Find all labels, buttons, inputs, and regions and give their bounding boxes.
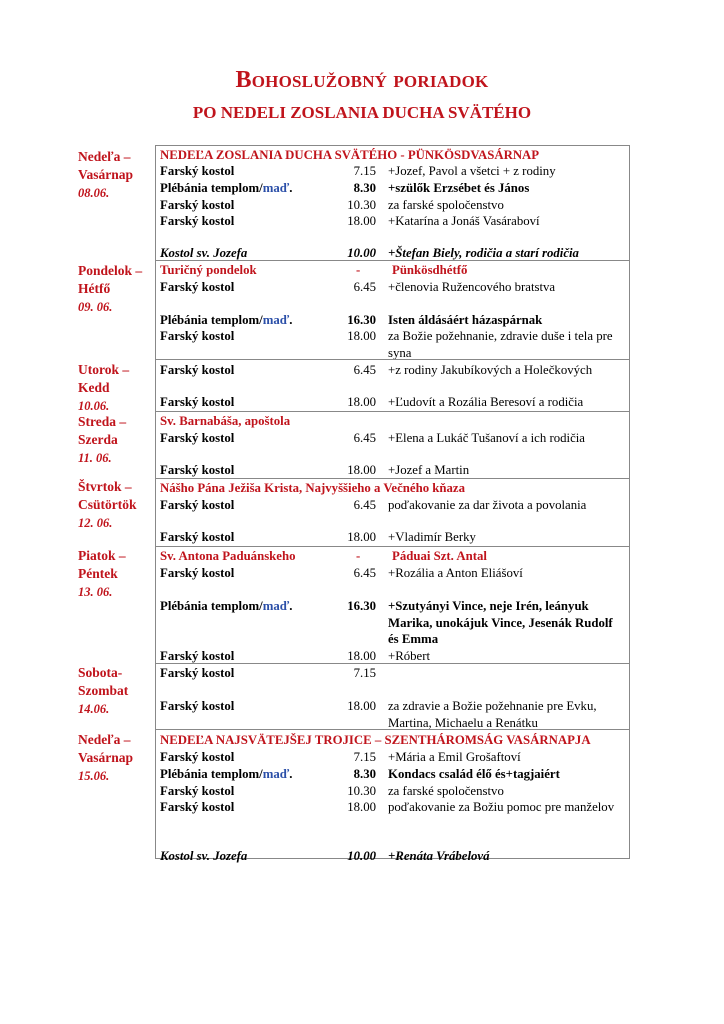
place: Farský kostol — [160, 800, 235, 814]
time: 18.00 — [347, 214, 376, 228]
intention: za farské spoločenstvo — [388, 784, 504, 798]
time: 6.45 — [353, 566, 376, 580]
time: 10.30 — [347, 784, 376, 798]
intention: Isten áldásáért házaspárnak — [388, 313, 543, 327]
day-label-wednesday — [78, 413, 152, 467]
day-name: Nedeľa – Vasárnap — [78, 149, 134, 182]
place: Farský kostol — [160, 699, 235, 713]
day-divider — [155, 411, 630, 412]
day-date: 13. 06. — [78, 585, 113, 599]
time: 6.45 — [353, 498, 376, 512]
day-name: Štvrtok – Csütörtök — [78, 479, 137, 512]
intention: +Renáta Vrábelová — [388, 849, 490, 863]
place: Farský kostol — [160, 566, 235, 580]
place: Farský kostol — [160, 666, 235, 680]
day-name: Nedeľa – Vasárnap — [78, 732, 134, 765]
place: Farský kostol — [160, 280, 235, 294]
time: 18.00 — [347, 463, 376, 477]
place: Farský kostol — [160, 649, 235, 663]
intention: za zdravie a Božie požehnanie pre Evku, Martina, Michaelu a Renátku — [388, 699, 597, 730]
intention: +Jozef, Pavol a všetci + z rodiny — [388, 164, 556, 178]
time: 6.45 — [353, 280, 376, 294]
day-name: Pondelok – Hétfő — [78, 263, 143, 296]
time: 8.30 — [353, 181, 376, 195]
intention: +Vladimír Berky — [388, 530, 476, 544]
time: 10.30 — [347, 198, 376, 212]
time: 18.00 — [347, 329, 376, 343]
place: Farský kostol — [160, 750, 235, 764]
place: Farský kostol — [160, 329, 235, 343]
place: Farský kostol — [160, 784, 235, 798]
day-label-monday — [78, 262, 152, 316]
place: Farský kostol — [160, 431, 235, 445]
place: Farský kostol — [160, 363, 235, 377]
intention: +Mária a Emil Grošaftoví — [388, 750, 521, 764]
place: Farský kostol — [160, 530, 235, 544]
day-name: Piatok – Péntek — [78, 548, 126, 581]
place: Plébánia templom/maď. — [160, 767, 293, 781]
intention: za Božie požehnanie, zdravie duše i tela pre syna — [388, 329, 613, 360]
place: Plébánia templom/maď. — [160, 599, 293, 613]
day-date: 12. 06. — [78, 516, 113, 530]
feast-title: NEDEĽA NAJSVÄTEJŠEJ TROJICE – SZENTHÁROMSÁG VASÁRNAPJA — [160, 733, 591, 747]
place: Kostol sv. Jozefa — [160, 246, 248, 260]
page-title: Bohoslužobný poriadok — [235, 67, 489, 93]
time: 10.00 — [347, 246, 376, 260]
day-label-sunday-1 — [78, 148, 152, 202]
day-date: 09. 06. — [78, 300, 113, 314]
time: 16.30 — [347, 599, 376, 613]
time: 6.45 — [353, 431, 376, 445]
feast-title: Turičný pondelok - Pünkösdhétfő — [160, 263, 468, 277]
day-label-friday — [78, 547, 152, 601]
day-divider — [155, 546, 630, 547]
place: Farský kostol — [160, 395, 235, 409]
intention: +Katarína a Jonáš Vasáraboví — [388, 214, 540, 228]
time: 10.00 — [347, 849, 376, 863]
intention: +Štefan Biely, rodičia a starí rodičia — [388, 246, 579, 260]
day-label-saturday — [78, 664, 152, 718]
place: Farský kostol — [160, 498, 235, 512]
day-name: Utorok – Kedd — [78, 362, 130, 395]
feast-title: Nášho Pána Ježiša Krista, Najvyššieho a Večného kňaza — [160, 481, 466, 495]
intention: +Elena a Lukáč Tušanoví a ich rodičia — [388, 431, 585, 445]
day-label-sunday-2 — [78, 731, 152, 785]
intention: +Szutyányi Vince, neje Irén, leányuk Marika, unokájuk Vince, Jesenák Rudolf és Emma — [388, 599, 613, 646]
intention: poďakovanie za Božiu pomoc pre manželov — [388, 800, 615, 814]
intention: poďakovanie za dar života a povolania — [388, 498, 587, 512]
time: 7.15 — [353, 164, 376, 178]
day-divider — [155, 663, 630, 664]
day-divider — [155, 260, 630, 261]
page-subtitle: PO NEDELI ZOSLANIA DUCHA SVÄTÉHO — [192, 103, 532, 122]
intention: +Róbert — [388, 649, 431, 663]
day-label-tuesday — [78, 361, 152, 415]
time: 6.45 — [353, 363, 376, 377]
day-name: Sobota- Szombat — [78, 665, 129, 698]
place: Plébánia templom/maď. — [160, 313, 293, 327]
place: Plébánia templom/maď. — [160, 181, 293, 195]
time: 8.30 — [353, 767, 376, 781]
intention: +Rozália a Anton Eliášoví — [388, 566, 523, 580]
time: 18.00 — [347, 800, 376, 814]
place: Farský kostol — [160, 164, 235, 178]
day-date: 11. 06. — [78, 451, 112, 465]
intention: +členovia Ružencového bratstva — [388, 280, 556, 294]
intention: Kondacs család élő és+tagjaiért — [388, 767, 560, 781]
day-label-thursday — [78, 478, 152, 532]
place: Farský kostol — [160, 463, 235, 477]
intention: +Ľudovít a Rozália Beresoví a rodičia — [388, 395, 584, 409]
day-date: 14.06. — [78, 702, 110, 716]
intention: za farské spoločenstvo — [388, 198, 504, 212]
time: 18.00 — [347, 699, 376, 713]
time: 18.00 — [347, 395, 376, 409]
day-date: 15.06. — [78, 769, 110, 783]
intention: +Jozef a Martin — [388, 463, 470, 477]
intention: +z rodiny Jakubíkových a Holečkových — [388, 363, 593, 377]
day-date: 10.06. — [78, 399, 110, 413]
day-name: Streda – Szerda — [78, 414, 127, 447]
feast-title: Sv. Barnabáša, apoštola — [160, 414, 291, 428]
day-divider — [155, 478, 630, 479]
feast-title: Sv. Antona Paduánskeho - Páduai Szt. Antal — [160, 549, 487, 563]
time: 7.15 — [353, 666, 376, 680]
time: 18.00 — [347, 530, 376, 544]
time: 7.15 — [353, 750, 376, 764]
place: Farský kostol — [160, 198, 235, 212]
time: 18.00 — [347, 649, 376, 663]
day-divider — [155, 729, 630, 730]
schedule-table — [155, 145, 630, 863]
intention: +szülők Erzsébet és János — [388, 181, 530, 195]
place: Kostol sv. Jozefa — [160, 849, 248, 863]
day-date: 08.06. — [78, 186, 110, 200]
place: Farský kostol — [160, 214, 235, 228]
day-divider — [155, 359, 630, 360]
time: 16.30 — [347, 313, 376, 327]
feast-title: NEDEĽA ZOSLANIA DUCHA SVÄTÉHO - PÜNKÖSDVASÁRNAP — [160, 148, 540, 162]
